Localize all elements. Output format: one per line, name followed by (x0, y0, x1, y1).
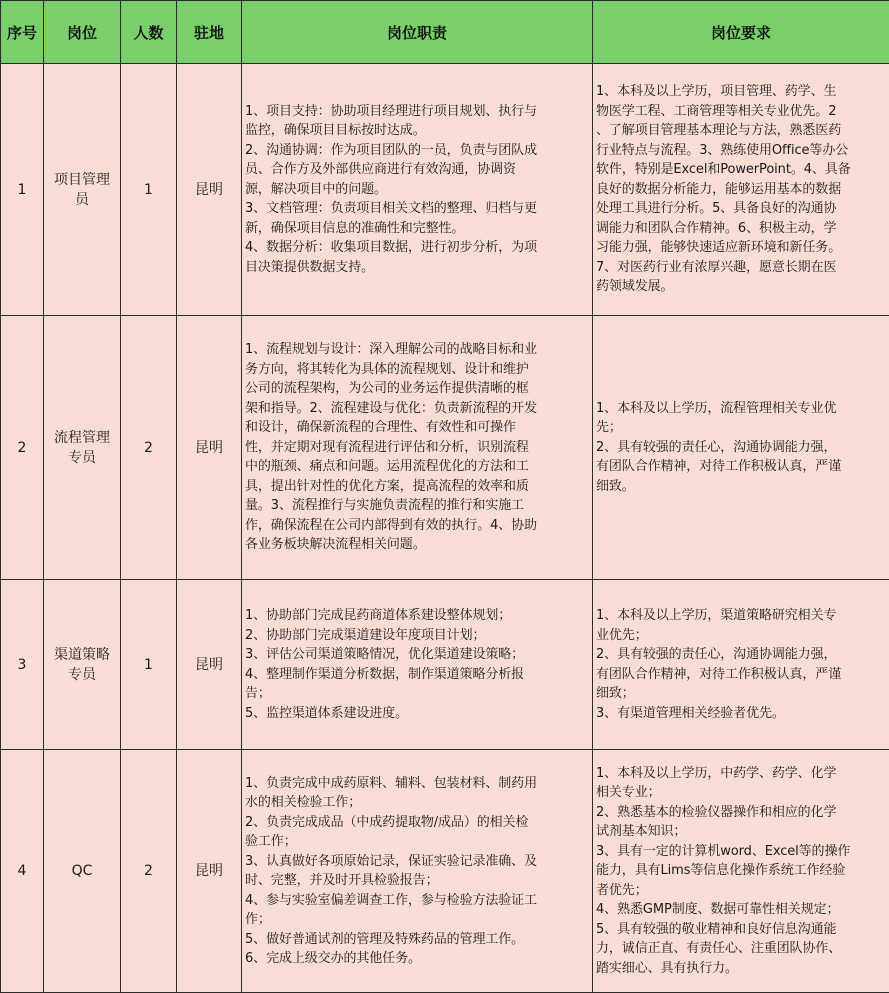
text-line: 软件，特别是Excel和PowerPoint。4、具备 (596, 160, 886, 180)
row-duties (242, 64, 593, 316)
text-line: 员、合作方及外部供应商进行有效沟通，协调资 (245, 160, 589, 180)
text-line: 具，提出针对性的优化方案，提高流程的效率和质 (245, 477, 589, 497)
text-line: 、了解项目管理基本理论与方法，熟悉医药 (596, 121, 886, 141)
text-line: 3、有渠道管理相关经验者优先。 (596, 704, 886, 724)
row-duties (242, 750, 593, 993)
text-line: 先； (596, 418, 886, 438)
text-line: 良好的数据分析能力，能够运用基本的数据 (596, 180, 886, 200)
header-seq: 序号 (1, 1, 44, 64)
text-line: 和设计，确保新流程的合理性、有效性和可操作 (245, 418, 589, 438)
row-count: 2 (121, 316, 177, 580)
text-line: 2、负责完成成品（中成药提取物/成品）的相关检 (245, 813, 589, 833)
header-count: 人数 (121, 1, 177, 64)
text-line: 调能力和团队合作精神。6、积极主动，学 (596, 219, 886, 239)
text-line: 3、认真做好各项原始记录，保证实验记录准确、及 (245, 852, 589, 872)
table-row (1, 64, 889, 316)
text-line: 中的瓶颈、痛点和问题。运用流程优化的方法和工 (245, 457, 589, 477)
text-line: 5、具有较强的敬业精神和良好信息沟通能 (596, 920, 886, 940)
table-row (1, 316, 889, 580)
text-line: 验工作； (245, 832, 589, 852)
header-requirements: 岗位要求 (593, 1, 889, 64)
text-line: 7、对医药行业有浓厚兴趣，愿意长期在医 (596, 258, 886, 278)
row-count: 2 (121, 750, 177, 993)
text-line: 目决策提供数据支持。 (245, 258, 589, 278)
row-location: 昆明 (177, 750, 242, 993)
table-row (1, 750, 889, 993)
text-line: 4、数据分析：收集项目数据，进行初步分析，为项 (245, 238, 589, 258)
text-line: 公司的流程架构，为公司的业务运作提供清晰的框 (245, 379, 589, 399)
text-line: 习能力强，能够快速适应新环境和新任务。 (596, 238, 886, 258)
text-line: 5、监控渠道体系建设进度。 (245, 704, 589, 724)
text-line: 监控，确保项目目标按时达成。 (245, 121, 589, 141)
text-line: 力，诚信正直、有责任心、注重团队协作、 (596, 939, 886, 959)
table-row (1, 580, 889, 750)
text-line: 作； (245, 910, 589, 930)
header-position: 岗位 (44, 1, 121, 64)
row-location: 昆明 (177, 316, 242, 580)
header-location: 驻地 (177, 1, 242, 64)
text-line: 2、具有较强的责任心，沟通协调能力强， (596, 645, 886, 665)
text-line: 处理工具进行分析。5、具备良好的沟通协 (596, 199, 886, 219)
row-position: 项目管理员 (44, 64, 121, 316)
text-line: 2、具有较强的责任心，沟通协调能力强， (596, 438, 886, 458)
text-line: 2、协助部门完成渠道建设年度项目计划； (245, 626, 589, 646)
text-line: 源，解决项目中的问题。 (245, 180, 589, 200)
row-duties (242, 316, 593, 580)
text-line: 2、熟悉基本的检验仪器操作和相应的化学 (596, 803, 886, 823)
text-line: 作，确保流程在公司内部得到有效的执行。4、协助 (245, 516, 589, 536)
text-line: 1、流程规划与设计：深入理解公司的战略目标和业 (245, 340, 589, 360)
row-seq: 1 (1, 64, 44, 316)
duties-text (245, 102, 589, 278)
text-line: 3、具有一定的计算机word、Excel等的操作 (596, 842, 886, 862)
duties-text (245, 606, 589, 723)
text-line: 4、熟悉GMP制度、数据可靠性相关规定； (596, 900, 886, 920)
text-line: 性，并定期对现有流程进行评估和分析，识别流程 (245, 438, 589, 458)
text-line: 行业特点与流程。3、熟练使用Office等办公 (596, 141, 886, 161)
text-line: 有团队合作精神，对待工作积极认真，严谨 (596, 665, 886, 685)
text-line: 细致； (596, 684, 886, 704)
text-line: 1、本科及以上学历，项目管理、药学、生 (596, 82, 886, 102)
text-line: 各业务板块解决流程相关问题。 (245, 535, 589, 555)
text-line: 试剂基本知识； (596, 822, 886, 842)
row-location: 昆明 (177, 580, 242, 750)
row-location: 昆明 (177, 64, 242, 316)
text-line: 6、完成上级交办的其他任务。 (245, 949, 589, 969)
row-seq: 2 (1, 316, 44, 580)
text-line: 1、本科及以上学历，流程管理相关专业优 (596, 399, 886, 419)
text-line: 4、参与实验室偏差调查工作，参与检验方法验证工 (245, 891, 589, 911)
row-requirements (593, 316, 889, 580)
requirements-text (596, 82, 886, 297)
text-line: 者优先； (596, 881, 886, 901)
text-line: 4、整理制作渠道分析数据，制作渠道策略分析报 (245, 665, 589, 685)
text-line: 物医学工程、工商管理等相关专业优先。2 (596, 102, 886, 122)
text-line: 2、沟通协调：作为项目团队的一员，负责与团队成 (245, 141, 589, 161)
row-duties (242, 580, 593, 750)
row-requirements (593, 750, 889, 993)
row-count: 1 (121, 64, 177, 316)
row-requirements (593, 580, 889, 750)
text-line: 新，确保项目信息的准确性和完整性。 (245, 219, 589, 239)
text-line: 1、本科及以上学历，渠道策略研究相关专 (596, 606, 886, 626)
row-count: 1 (121, 580, 177, 750)
text-line: 相关专业； (596, 783, 886, 803)
text-line: 告； (245, 684, 589, 704)
text-line: 3、评估公司渠道策略情况，优化渠道建设策略； (245, 645, 589, 665)
row-seq: 3 (1, 580, 44, 750)
text-line: 有团队合作精神，对待工作积极认真，严谨 (596, 457, 886, 477)
requirements-text (596, 606, 886, 723)
row-position: 渠道策略专员 (44, 580, 121, 750)
requirements-text (596, 764, 886, 979)
text-line: 细致。 (596, 477, 886, 497)
text-line: 架和指导。2、流程建设与优化：负责新流程的开发 (245, 399, 589, 419)
text-line: 5、做好普通试剂的管理及特殊药品的管理工作。 (245, 930, 589, 950)
text-line: 量。3、流程推行与实施负责流程的推行和实施工 (245, 496, 589, 516)
text-line: 务方向，将其转化为具体的流程规划、设计和维护 (245, 360, 589, 380)
text-line: 1、本科及以上学历，中药学、药学、化学 (596, 764, 886, 784)
text-line: 业优先； (596, 626, 886, 646)
row-position: 流程管理专员 (44, 316, 121, 580)
row-requirements (593, 64, 889, 316)
text-line: 1、负责完成中成药原料、辅料、包装材料、制药用 (245, 774, 589, 794)
text-line: 1、协助部门完成昆药商道体系建设整体规划； (245, 606, 589, 626)
duties-text (245, 774, 589, 969)
text-line: 3、文档管理：负责项目相关文档的整理、归档与更 (245, 199, 589, 219)
requirements-text (596, 399, 886, 497)
header-row (1, 1, 889, 64)
text-line: 踏实细心、具有执行力。 (596, 959, 886, 979)
header-duties: 岗位职责 (242, 1, 593, 64)
text-line: 1、项目支持：协助项目经理进行项目规划、执行与 (245, 102, 589, 122)
text-line: 能力，具有Lims等信息化操作系统工作经验 (596, 861, 886, 881)
text-line: 水的相关检验工作； (245, 793, 589, 813)
text-line: 药领域发展。 (596, 277, 886, 297)
row-seq: 4 (1, 750, 44, 993)
text-line: 时、完整，并及时开具检验报告； (245, 871, 589, 891)
duties-text (245, 340, 589, 555)
row-position: QC (44, 750, 121, 993)
